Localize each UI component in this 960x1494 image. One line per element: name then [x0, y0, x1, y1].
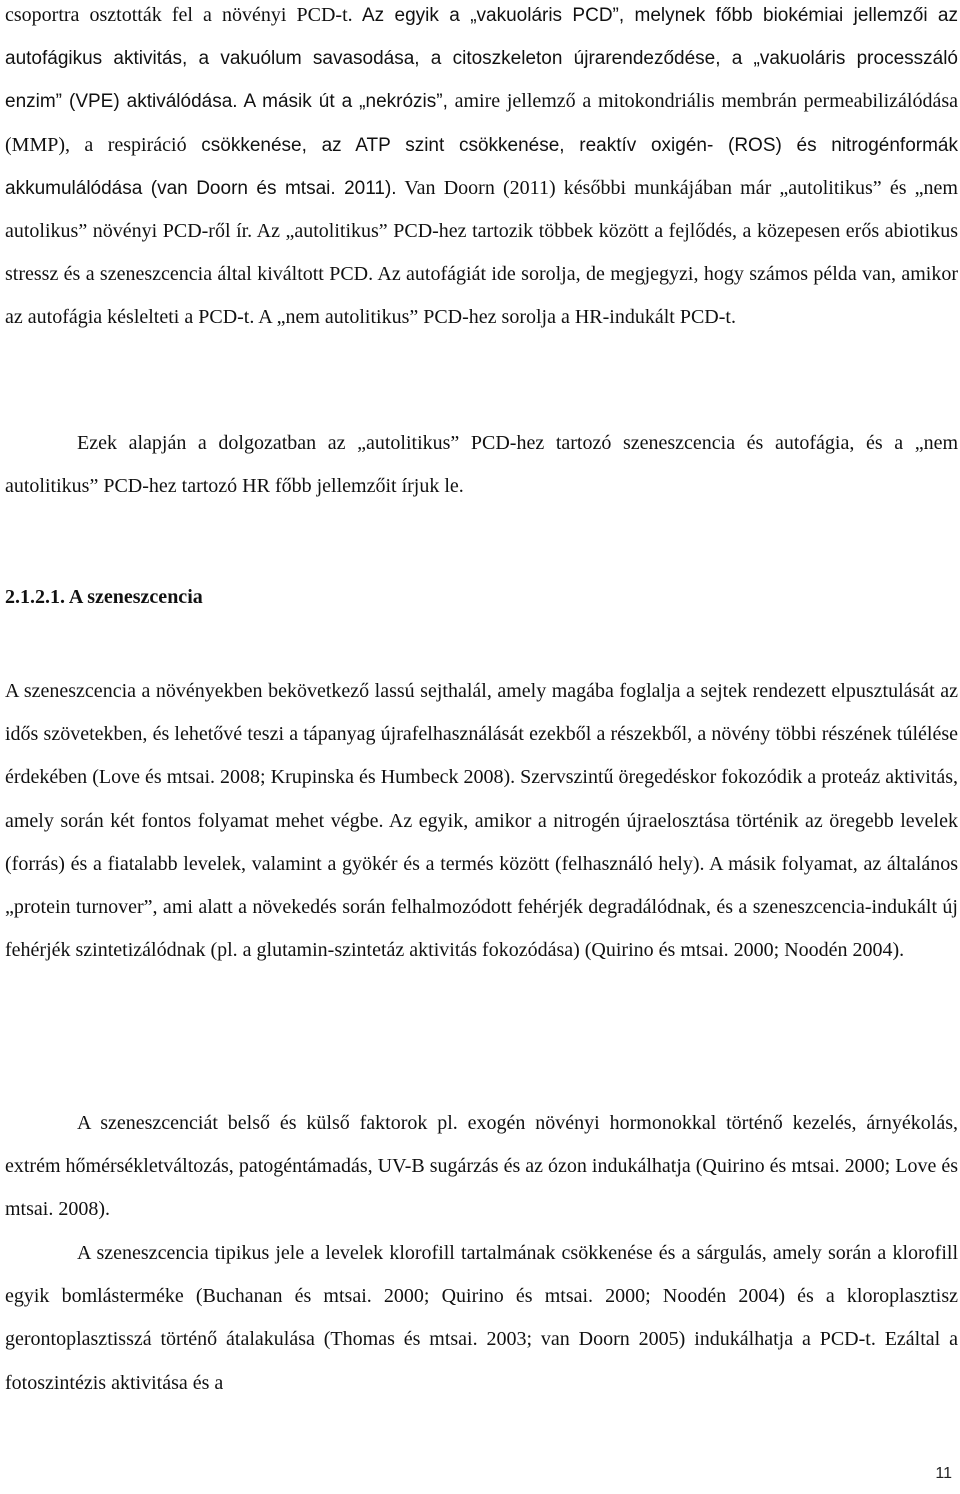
- paragraph-senescence-signs: A szeneszcencia tipikus jele a levelek klorofill tartalmának csökkenése és a sárgulás, amely során a klorofill egyik bomlásterméke (Buchanan és mtsai. 2000; Quirino és mtsai. 2000; Noodén 2004) és a kloroplasztisz gerontoplasztisszá történő átalakulása (Thomas és mtsai. 2003; van Doorn 2005) indukálhatja a PCD-t. Ezáltal a fotoszintézis aktivitása és a: [5, 1242, 958, 1394]
- section-heading: 2.1.2.1. A szeneszcencia: [5, 586, 203, 608]
- paragraph-senescence-factors: A szeneszcenciát belső és külső faktorok pl. exogén növényi hormonokkal történő kezelés, árnyékolás, extrém hőmérsékletváltozás, patogéntámadás, UV-B sugárzás és az ózon indukálhatja (Quirino és mtsai. 2000; Love és mtsai. 2008).: [5, 1112, 958, 1221]
- text-run-sans: Az egyik a „vakuoláris PCD”, melynek főbb biokémiai jellemzői az autofágikus aktivitás, a vakuólum savasodása, a citoszkeleton újrarendeződése, a „vakuoláris processzáló enzim” (VPE) aktiválódása. A másik út a „nekrózis”,: [5, 5, 958, 113]
- text-run-sans: csökkenése, az ATP szint csökkenése, reaktív oxigén- (ROS) és nitrogénformák akkumulálódása (van Doorn és mtsai. 2011).: [5, 134, 959, 199]
- page-number: 11: [935, 1465, 952, 1482]
- text-run: Van Doorn (2011) későbbi munkájában már „autolitikus” és „nem autolikus” növényi PCD-ről ír. Az „autolitikus” PCD-hez tartozik többek között a fejlődés, a közepesen erős abiotikus stressz és a szeneszcencia által kiváltott PCD. Az autofágiát ide sorolja, de megjegyzi, hogy számos példa van, amikor az autofágia késlelteti a PCD-t. A „nem autolitikus” PCD-hez sorolja a HR-indukált PCD-t.: [5, 176, 958, 329]
- paragraph-senescence-definition: A szeneszcencia a növényekben bekövetkező lassú sejthalál, amely magába foglalja a sejtek rendezett elpusztulását az idős szövetekben, és lehetővé teszi a tápanyag újrafelhasználását ezekből a részekből, a növény többi részének túlélése érdekében (Love és mtsai. 2008; Krupinska és Humbeck 2008). Szervszintű öregedéskor fokozódik a proteáz aktivitás, amely során két fontos folyamat mehet végbe. Az egyik, amikor a nitrogén újraelosztása történik az öregebb levelek (forrás) és a fiatalabb levelek, valamint a gyökér és a termés között (felhasználó hely). A másik folyamat, az általános „protein turnover”, ami alatt a növekedés során felhalmozódott fehérjék degradálódnak, és a szeneszcencia-indukált új fehérjék szintetizálódnak (pl. a glutamin-szintetáz aktivitás fokozódása) (Quirino és mtsai. 2000; Noodén 2004).: [5, 680, 958, 962]
- text-run: csoportra osztották fel a növényi PCD-t.: [5, 4, 353, 26]
- text-run: amire jellemző a mitokondriális membrán permeabilizálódása (MMP), a respiráció: [5, 90, 958, 156]
- paragraph-pcd-classification: [5, 0, 958, 340]
- paragraph-summary: Ezek alapján a dolgozatban az „autolitikus” PCD-hez tartozó szeneszcencia és autofágia, és a „nem autolitikus” PCD-hez tartozó HR főbb jellemzőit írjuk le.: [5, 432, 958, 498]
